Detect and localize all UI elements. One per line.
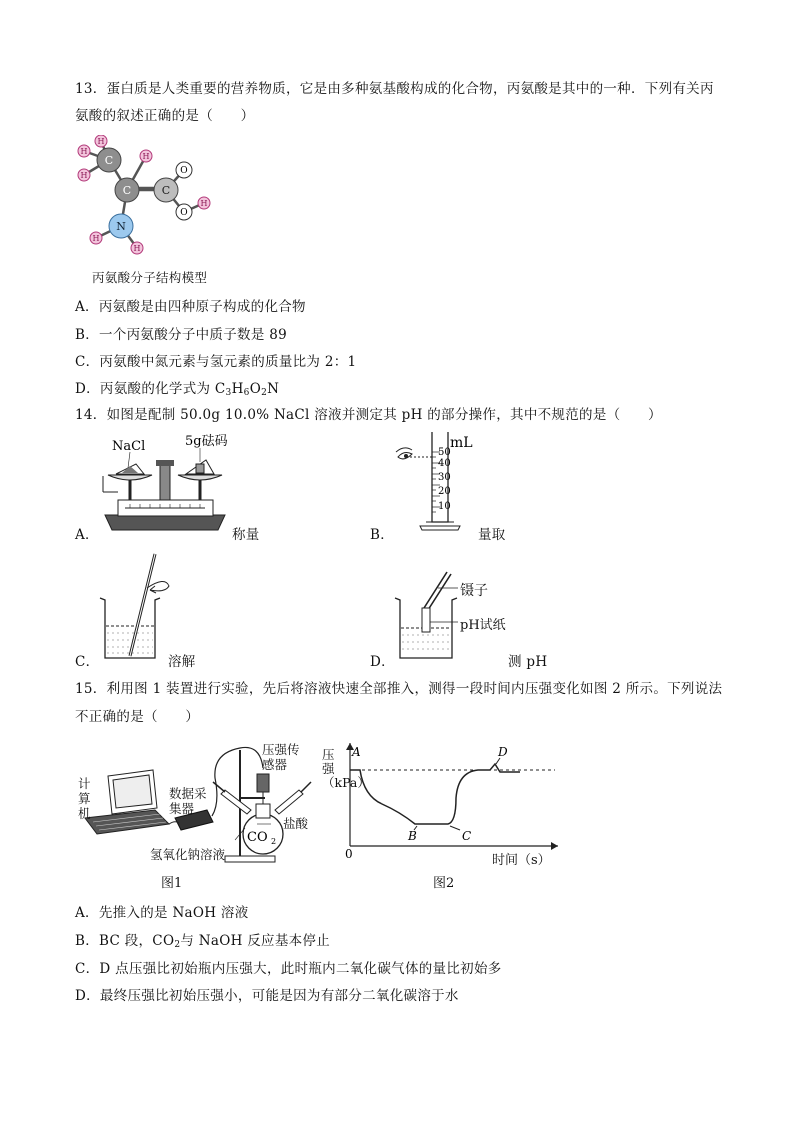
q14-option-c-letter[interactable]: C． [75,654,100,670]
q14-option-d-letter[interactable]: D． [370,654,395,670]
svg-text:O: O [180,208,188,218]
svg-text:N: N [116,220,126,233]
svg-text:mL: mL [450,435,473,451]
figure-2-caption: 图2 [433,876,455,891]
y-axis-label: 压强（kPa） [322,747,370,790]
svg-text:C: C [122,184,132,197]
svg-text:H: H [200,199,208,208]
q13-stem-line2: 氨酸的叙述正确的是（ ） [75,108,255,124]
svg-text:2: 2 [271,837,277,846]
ph-paper-label: pH试纸 [460,618,506,633]
svg-text:C: C [104,154,114,167]
svg-text:10: 10 [438,501,451,512]
hydrochloric-acid-label: 盐酸 [283,816,309,831]
q13-option-b[interactable]: B．一个丙氨酸分子中质子数是 89 [75,327,287,343]
svg-text:20: 20 [438,486,451,497]
q14-option-b-letter[interactable]: B． [370,527,395,543]
nitrogen-atom [109,214,133,238]
q14-option-b-label: 量取 [478,527,506,543]
q14-option-a-letter[interactable]: A． [75,527,99,543]
q15-option-b[interactable]: B．BC 段，$CO_2$与 NaOH 反应基本停止 [75,933,331,950]
svg-text:H: H [97,137,105,146]
q15-option-c[interactable]: C．D 点压强比初始瓶内压强大，此时瓶内二氧化碳气体的量比初始多 [75,961,502,977]
pressure-curve [350,764,520,824]
alanine-model-figure [74,135,224,265]
beaker-dissolve-figure [95,548,185,663]
hydrogen-atoms [78,135,210,254]
figure-1-caption: 图1 [161,876,183,891]
svg-text:40: 40 [438,458,451,469]
computer-label: 计算机 [78,776,91,821]
q14-option-a-label: 称量 [232,527,260,543]
laptop-icon [85,770,169,834]
q15-option-d[interactable]: D．最终压强比初始压强小，可能是因为有部分二氧化碳溶于水 [75,988,459,1004]
svg-text:CO: CO [247,830,268,845]
q14-stem: 14．如图是配制 50.0g 10.0% NaCl 溶液并测定其 pH 的部分操作，其中不规范的是（ ） [75,407,662,423]
q13-option-a[interactable]: A．丙氨酸是由四种原子构成的化合物 [75,299,306,315]
q15-option-a[interactable]: A．先推入的是 NaOH 溶液 [75,905,249,921]
q13-stem-line1: 13．蛋白质是人类重要的营养物质，它是由多种氨基酸构成的化合物，丙氨酸是其中的一种．下列有关丙 [75,81,714,97]
q14-option-c-label: 溶解 [168,654,196,670]
q13-option-c[interactable]: C．丙氨酸中氮元素与氢元素的质量比为 2：1 [75,354,357,370]
svg-text:H: H [80,171,88,180]
svg-text:H: H [133,244,141,253]
x-axis-label: 时间（s） [492,853,551,868]
svg-text:H: H [92,234,100,243]
tweezers-label: 镊子 [460,583,488,599]
point-a-label: A [352,745,361,759]
point-d-label: D [498,745,508,759]
point-b-label: B [408,829,417,843]
naoh-solution-label: 氢氧化钠溶液 [150,847,226,862]
svg-text:C: C [161,184,171,197]
graduated-cylinder-figure [390,430,480,535]
svg-text:O: O [180,166,188,176]
alanine-model-caption: 丙氨酸分子结构模型 [92,270,208,285]
point-c-label: C [462,829,472,843]
balance-figure [100,430,230,535]
q15-stem-line1: 15．利用图 1 装置进行实验，先后将溶液快速全部推入，测得一段时间内压强变化如图 2 所示。下列说法 [75,681,723,697]
data-collector-label: 数据采集器 [169,786,207,816]
svg-text:0: 0 [345,847,353,861]
svg-text:5g砝码: 5g砝码 [185,434,228,449]
q13-option-d[interactable]: D．丙氨酸的化学式为 $C_3H_6O_2N$ [75,381,280,398]
q15-stem-line2: 不正确的是（ ） [75,709,200,725]
carbon-atoms [97,148,178,202]
svg-text:H: H [142,152,150,161]
svg-text:H: H [80,147,88,156]
q14-option-d-label: 测 pH [508,654,548,670]
svg-text:30: 30 [438,472,451,483]
beaker-ph-figure [390,570,470,665]
svg-text:NaCl: NaCl [112,439,146,454]
svg-text:50: 50 [438,447,451,458]
pressure-sensor-label: 压强传感器 [262,742,300,772]
